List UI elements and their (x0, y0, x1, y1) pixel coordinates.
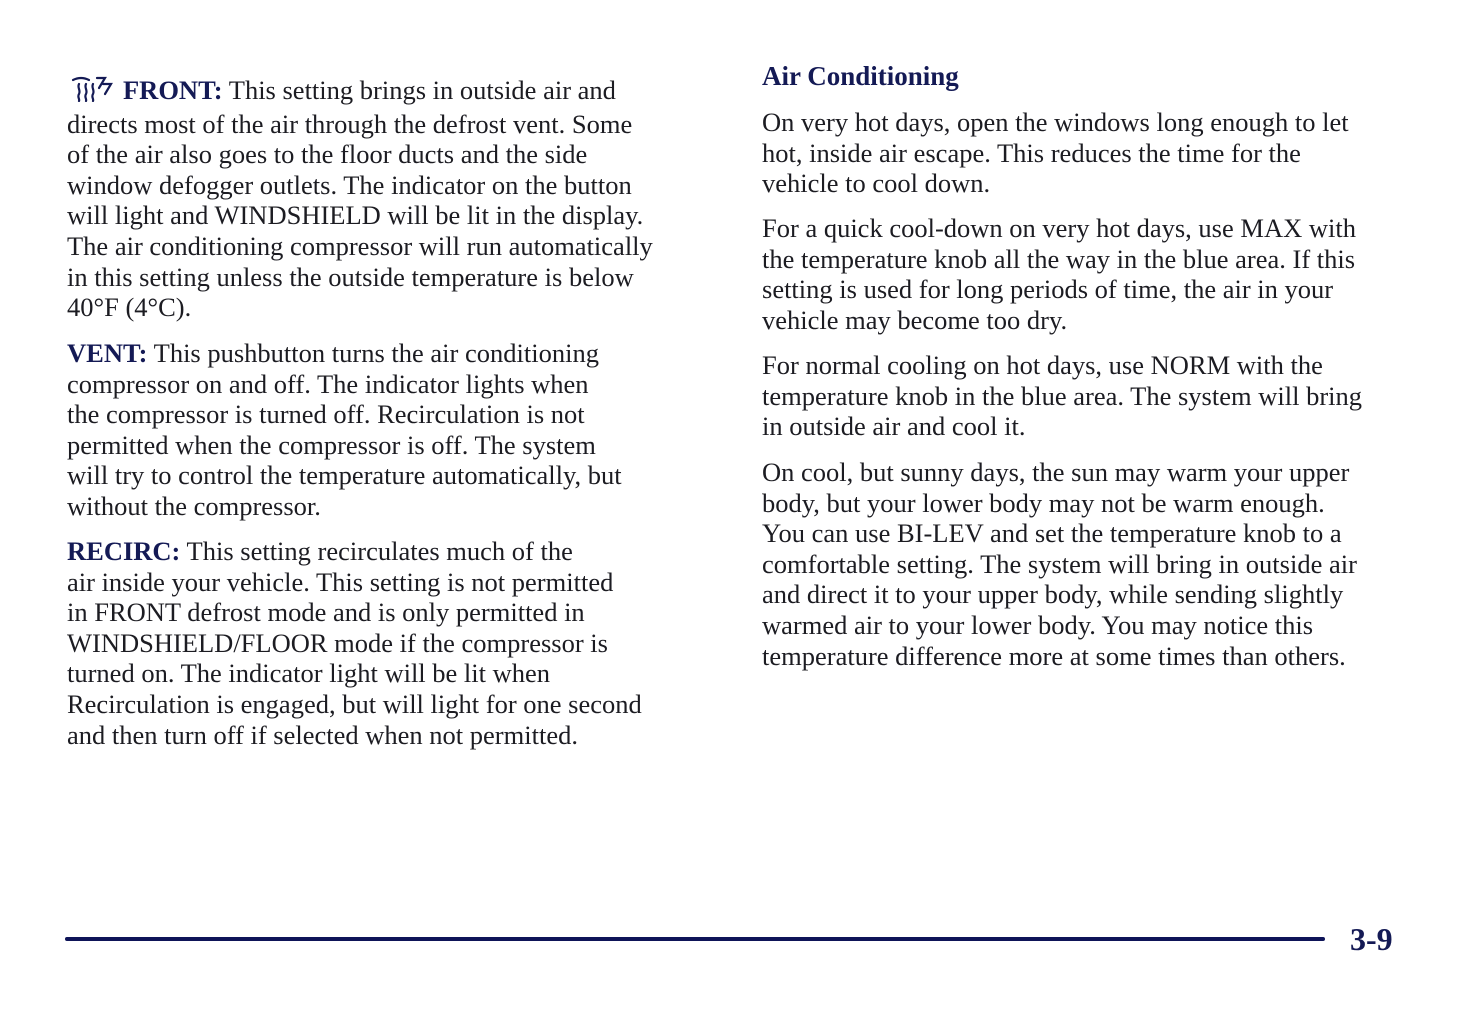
ac-line: For normal cooling on hot days, use NORM with the (762, 350, 1323, 380)
front-line: This setting brings in outside air and (222, 75, 616, 105)
ac-line: temperature knob in the blue area. The system will bring (762, 380, 1363, 411)
front-line: of the air also goes to the floor ducts and the side (67, 139, 588, 170)
ac-line: temperature difference more at some times than others. (762, 640, 1346, 671)
recirc-line: WINDSHIELD/FLOOR mode if the compressor is (67, 627, 608, 658)
defrost-fan-icon (67, 74, 115, 109)
ac-line: For a quick cool-down on very hot days, use MAX with (762, 213, 1356, 243)
recirc-line: and then turn off if selected when not permitted. (67, 719, 578, 750)
front-term: FRONT: (123, 75, 223, 105)
footer-rule (65, 937, 1325, 941)
ac-line: the temperature knob all the way in the blue area. If this (762, 243, 1356, 274)
recirc-line: air inside your vehicle. This setting is not permitted (67, 566, 614, 597)
ac-line: vehicle may become too dry. (762, 304, 1068, 335)
front-line: in this setting unless the outside temperature is below (67, 261, 634, 292)
vent-line: the compressor is turned off. Recirculation is not (67, 399, 585, 430)
front-line: 40°F (4°C). (67, 292, 192, 323)
ac-paragraph-bi-lev (762, 457, 1357, 671)
recirc-line: turned on. The indicator light will be lit when (67, 658, 551, 689)
ac-line: On very hot days, open the windows long enough to let (762, 107, 1349, 137)
ac-line: setting is used for long periods of time, the air in your (762, 274, 1334, 305)
recirc-term: RECIRC: (67, 536, 181, 566)
front-line: will light and WINDSHIELD will be lit in the display. (67, 200, 644, 231)
recirc-line: Recirculation is engaged, but will light for one second (67, 688, 642, 719)
ac-line: comfortable setting. The system will bring in outside air (762, 548, 1357, 579)
recirc-line: in FRONT defrost mode and is only permitted in (67, 597, 585, 628)
ac-line: vehicle to cool down. (762, 168, 991, 199)
recirc-setting-paragraph (67, 536, 642, 750)
front-line: window defogger outlets. The indicator on the button (67, 169, 632, 200)
recirc-line: This setting recirculates much of the (180, 536, 573, 566)
vent-setting-paragraph (67, 338, 622, 522)
air-conditioning-heading: Air Conditioning (762, 61, 959, 91)
vent-line: compressor on and off. The indicator lights when (67, 368, 589, 399)
vent-line: permitted when the compressor is off. The system (67, 429, 596, 460)
vent-term: VENT: (67, 338, 148, 368)
vent-line: without the compressor. (67, 490, 321, 521)
ac-line: warmed air to your lower body. You may notice this (762, 609, 1314, 640)
ac-line: On cool, but sunny days, the sun may warm your upper (762, 457, 1350, 487)
ac-line: body, but your lower body may not be warm enough. (762, 487, 1325, 518)
page-number: 3-9 (1350, 921, 1393, 957)
ac-line: hot, inside air escape. This reduces the time for the (762, 137, 1301, 168)
vent-line: This pushbutton turns the air conditioning (147, 338, 599, 368)
front-line: The air conditioning compressor will run automatically (67, 230, 653, 261)
ac-line: You can use BI-LEV and set the temperature knob to a (762, 518, 1342, 549)
ac-paragraph-hot-days (762, 107, 1349, 199)
ac-line: and direct it to your upper body, while sending slightly (762, 579, 1344, 610)
front-setting-paragraph (67, 74, 653, 323)
ac-line: in outside air and cool it. (762, 411, 1026, 442)
vent-line: will try to control the temperature automatically, but (67, 460, 622, 491)
ac-paragraph-norm (762, 350, 1362, 442)
ac-paragraph-max (762, 213, 1356, 335)
front-line: directs most of the air through the defrost vent. Some (67, 108, 633, 139)
